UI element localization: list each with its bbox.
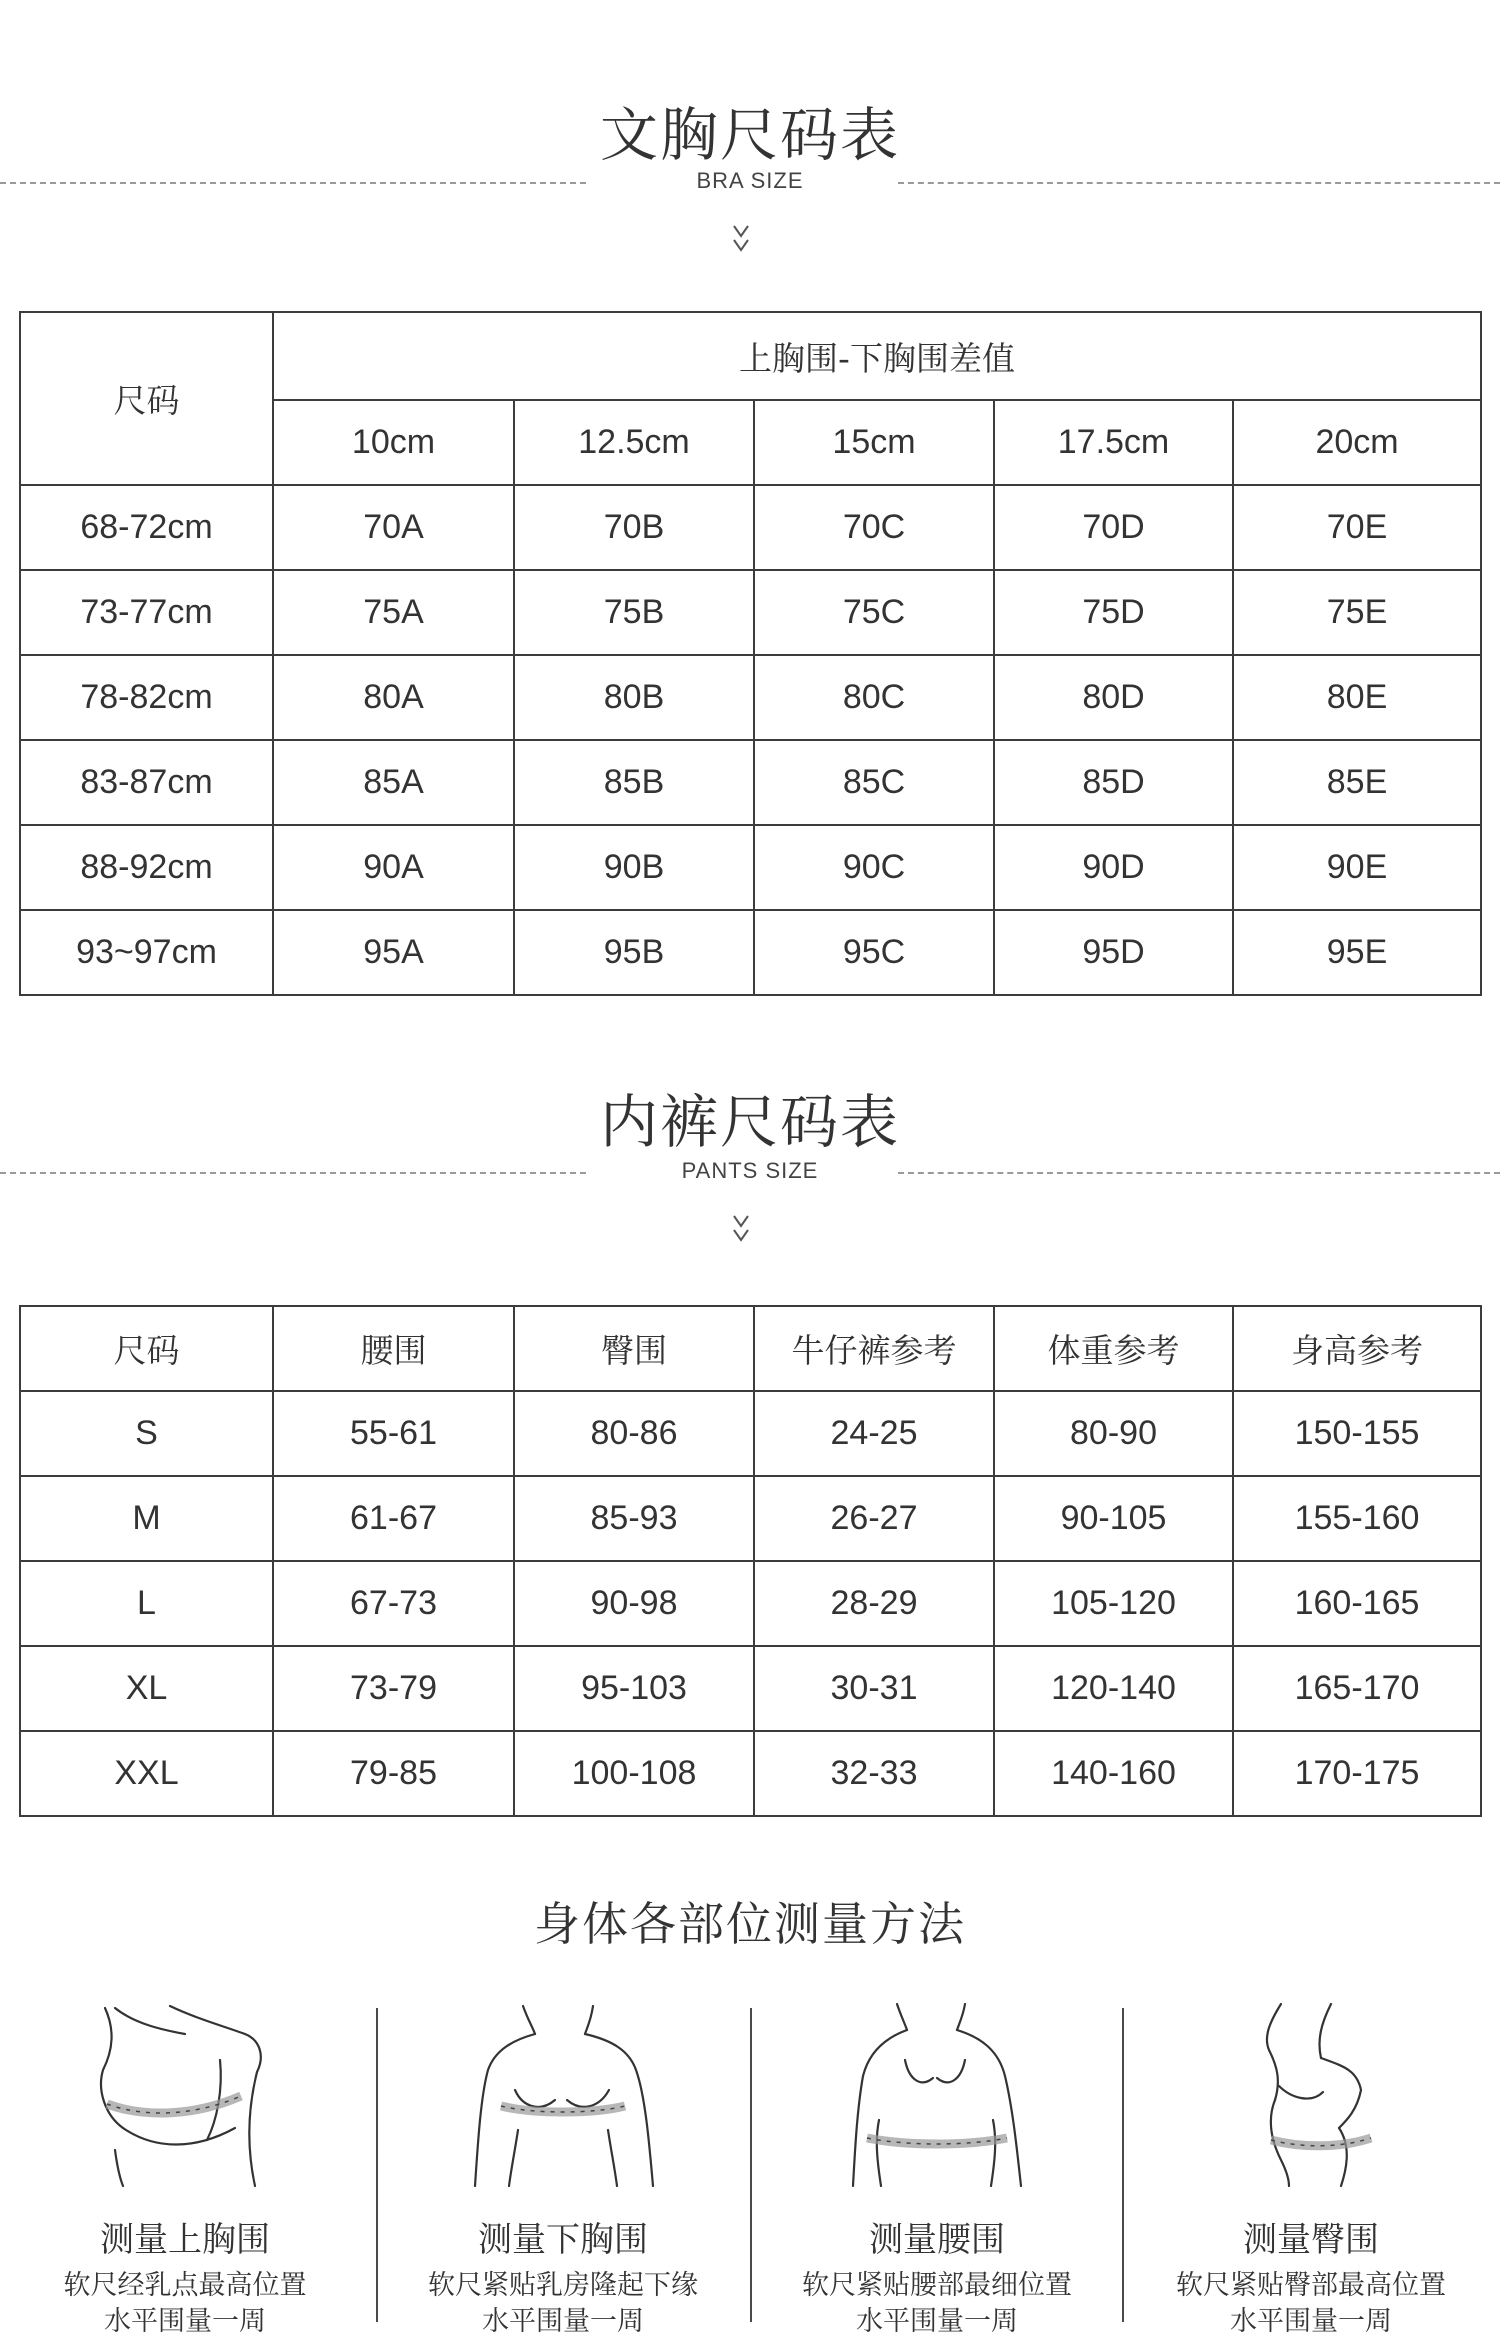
table-cell: 32-33: [754, 1731, 994, 1816]
under-bust-figure-icon: [423, 2000, 703, 2190]
table-cell: 90-105: [994, 1476, 1233, 1561]
chevron-down-icon: [730, 1212, 752, 1246]
size-cell: 90A: [273, 825, 514, 910]
table-cell: S: [20, 1391, 273, 1476]
table-cell: 150-155: [1233, 1391, 1481, 1476]
size-cell: 75B: [514, 570, 754, 655]
measure-description-line: 软尺紧贴乳房隆起下缘: [428, 2270, 698, 2301]
size-cell: 95C: [754, 910, 994, 995]
diff-cell: 15cm: [754, 400, 994, 485]
size-cell: 75C: [754, 570, 994, 655]
measure-description: [378, 2268, 748, 2340]
bra-size-subtitle: BRA SIZE: [696, 168, 804, 193]
measure-description-line: 水平围量一周: [1230, 2306, 1392, 2337]
header-cell: 腰围: [273, 1306, 514, 1391]
table-row: [20, 1476, 1481, 1561]
table-cell: 105-120: [994, 1561, 1233, 1646]
range-cell: 68-72cm: [20, 485, 273, 570]
measure-label: 测量上胸围: [100, 2220, 270, 2260]
size-cell: 90D: [994, 825, 1233, 910]
measure-description-line: 水平围量一周: [482, 2306, 644, 2337]
header-size: 尺码: [20, 312, 273, 485]
table-cell: 80-86: [514, 1391, 754, 1476]
measure-label: 测量腰围: [869, 2220, 1005, 2260]
size-cell: 70A: [273, 485, 514, 570]
table-cell: 80-90: [994, 1391, 1233, 1476]
waist-figure-icon: [797, 2000, 1077, 2190]
size-cell: 80D: [994, 655, 1233, 740]
table-cell: 79-85: [273, 1731, 514, 1816]
measure-description-line: 软尺经乳点最高位置: [63, 2270, 307, 2301]
size-cell: 85E: [1233, 740, 1481, 825]
size-cell: 95D: [994, 910, 1233, 995]
pants-size-subtitle: PANTS SIZE: [681, 1158, 819, 1183]
range-cell: 88-92cm: [20, 825, 273, 910]
size-cell: 95E: [1233, 910, 1481, 995]
table-row: [20, 1646, 1481, 1731]
size-cell: 95B: [514, 910, 754, 995]
measure-description-line: 水平围量一周: [856, 2306, 1018, 2337]
table-cell: L: [20, 1561, 273, 1646]
table-cell: XL: [20, 1646, 273, 1731]
size-cell: 75E: [1233, 570, 1481, 655]
measure-waist: [752, 2000, 1122, 2337]
table-row: [20, 825, 1481, 910]
upper-bust-figure-icon: [45, 2000, 325, 2190]
table-cell: 120-140: [994, 1646, 1233, 1731]
table-row: [20, 740, 1481, 825]
table-cell: 67-73: [273, 1561, 514, 1646]
table-cell: 170-175: [1233, 1731, 1481, 1816]
size-cell: 70D: [994, 485, 1233, 570]
table-row: [20, 910, 1481, 995]
pants-size-table: [19, 1305, 1482, 1817]
table-row: [20, 312, 1481, 400]
pants-size-title: 内裤尺码表: [599, 1088, 900, 1156]
size-cell: 85A: [273, 740, 514, 825]
table-cell: 100-108: [514, 1731, 754, 1816]
table-row: [20, 1306, 1481, 1391]
table-cell: 95-103: [514, 1646, 754, 1731]
table-cell: 24-25: [754, 1391, 994, 1476]
table-cell: 160-165: [1233, 1561, 1481, 1646]
range-cell: 78-82cm: [20, 655, 273, 740]
hip-figure-icon: [1171, 2000, 1451, 2190]
chevron-down-icon: [730, 222, 752, 256]
measure-under-bust: [378, 2000, 748, 2337]
diff-cell: 20cm: [1233, 400, 1481, 485]
measure-description-line: 水平围量一周: [104, 2306, 266, 2337]
table-row: [20, 655, 1481, 740]
diff-cell: 10cm: [273, 400, 514, 485]
column-divider: [1122, 2008, 1124, 2322]
size-cell: 85D: [994, 740, 1233, 825]
range-cell: 93~97cm: [20, 910, 273, 995]
table-row: [20, 485, 1481, 570]
size-cell: 80A: [273, 655, 514, 740]
header-cell: 身高参考: [1233, 1306, 1481, 1391]
table-cell: 73-79: [273, 1646, 514, 1731]
table-cell: M: [20, 1476, 273, 1561]
size-cell: 85B: [514, 740, 754, 825]
size-cell: 90B: [514, 825, 754, 910]
table-cell: 26-27: [754, 1476, 994, 1561]
table-cell: 155-160: [1233, 1476, 1481, 1561]
size-cell: 70B: [514, 485, 754, 570]
measure-upper-bust: [0, 2000, 370, 2337]
table-cell: 90-98: [514, 1561, 754, 1646]
table-cell: 61-67: [273, 1476, 514, 1561]
table-row: [20, 570, 1481, 655]
table-cell: 55-61: [273, 1391, 514, 1476]
measure-label: 测量臀围: [1243, 2220, 1379, 2260]
size-cell: 85C: [754, 740, 994, 825]
bra-size-table: [19, 311, 1482, 996]
measure-hip: [1126, 2000, 1496, 2337]
measure-description: [1126, 2268, 1496, 2340]
measure-description-line: 软尺紧贴臀部最高位置: [1176, 2270, 1446, 2301]
table-cell: 30-31: [754, 1646, 994, 1731]
size-cell: 75D: [994, 570, 1233, 655]
measure-description: [0, 2268, 370, 2340]
size-cell: 80B: [514, 655, 754, 740]
header-cell: 尺码: [20, 1306, 273, 1391]
size-cell: 80C: [754, 655, 994, 740]
size-cell: 95A: [273, 910, 514, 995]
measurement-method-title: 身体各部位测量方法: [534, 1897, 966, 1951]
header-cell: 体重参考: [994, 1306, 1233, 1391]
size-cell: 70E: [1233, 485, 1481, 570]
size-cell: 70C: [754, 485, 994, 570]
table-row: [20, 1731, 1481, 1816]
size-cell: 90E: [1233, 825, 1481, 910]
measure-description-line: 软尺紧贴腰部最细位置: [802, 2270, 1072, 2301]
table-cell: 28-29: [754, 1561, 994, 1646]
table-cell: 140-160: [994, 1731, 1233, 1816]
header-cell: 牛仔裤参考: [754, 1306, 994, 1391]
table-cell: 165-170: [1233, 1646, 1481, 1731]
measure-label: 测量下胸围: [478, 2220, 648, 2260]
table-row: [20, 1391, 1481, 1476]
table-row: [20, 1561, 1481, 1646]
range-cell: 83-87cm: [20, 740, 273, 825]
header-cell: 臀围: [514, 1306, 754, 1391]
bra-size-title: 文胸尺码表: [599, 101, 900, 169]
table-cell: XXL: [20, 1731, 273, 1816]
size-cell: 75A: [273, 570, 514, 655]
diff-cell: 12.5cm: [514, 400, 754, 485]
header-bust-difference: 上胸围-下胸围差值: [273, 312, 1481, 400]
diff-cell: 17.5cm: [994, 400, 1233, 485]
range-cell: 73-77cm: [20, 570, 273, 655]
measure-description: [752, 2268, 1122, 2340]
table-cell: 85-93: [514, 1476, 754, 1561]
size-cell: 90C: [754, 825, 994, 910]
size-cell: 80E: [1233, 655, 1481, 740]
